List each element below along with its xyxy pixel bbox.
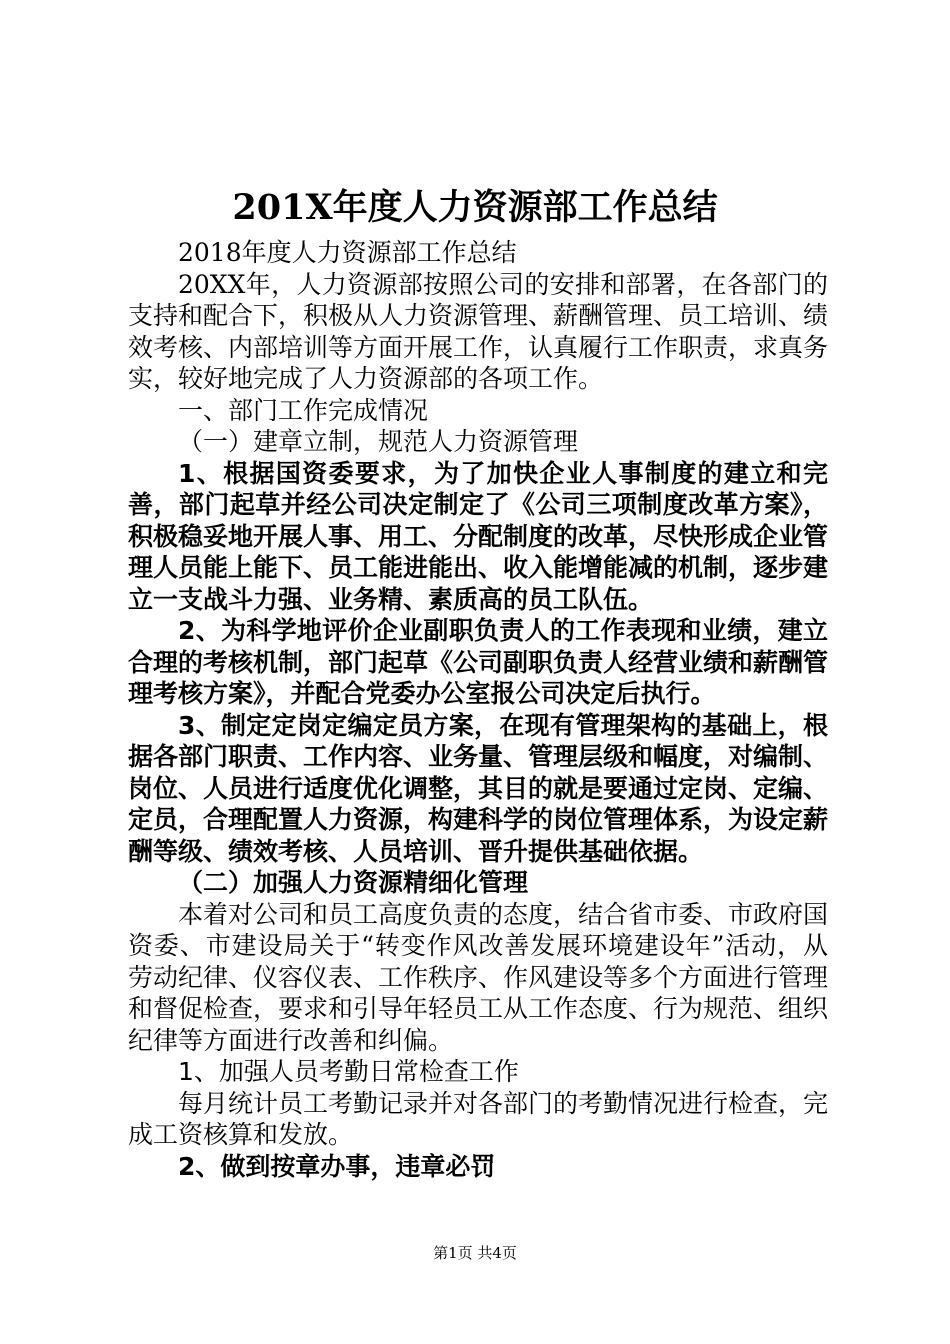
intro-paragraph: 20XX年，人力资源部按照公司的安排和部署，在各部门的支持和配合下，积极从人力资源管理、薪酬管理、员工培训、绩效考核、内部培训等方面开展工作，认真履行工作职责，求真务实，较好地完成了人力资源部的各项工作。 — [128, 269, 829, 393]
body-paragraph: 1、根据国资委要求，为了加快企业人事制度的建立和完善，部门起草并经公司决定制定了《公司三项制度改革方案》，积极稳妥地开展人事、用工、分配制度的改革，尽快形成企业管理人员能上能下、员工能进能出、收入能增能减的机制，逐步建立一支战斗力强、业务精、素质高的员工队伍。 — [128, 458, 829, 614]
item-heading: 1、加强人员考勤日常检查工作 — [178, 1057, 519, 1086]
body-paragraph: 3、制定定岗定编定员方案，在现有管理架构的基础上，根据各部门职责、工作内容、业务量、管理层级和幅度，对编制、岗位、人员进行适度优化调整，其目的就是要通过定岗、定编、定员，合理配置人力资源，构建科学的岗位管理体系，为设定薪酬等级、绩效考核、人员培训、晋升提供基础依据。 — [128, 710, 829, 866]
item-heading: 2、做到按章办事，违章必罚 — [178, 1151, 496, 1181]
section-heading: 一、部门工作完成情况 — [178, 395, 429, 425]
page-footer: 第1页 共4页 — [433, 1244, 517, 1262]
subsection-heading: （一）建章立制，规范人力资源管理 — [178, 427, 579, 456]
body-paragraph: 每月统计员工考勤记录并对各部门的考勤情况进行检查，完成工资核算和发放。 — [128, 1088, 829, 1149]
document-body — [128, 237, 828, 1182]
body-paragraph: 2、为科学地评价企业副职负责人的工作表现和业绩，建立合理的考核机制，部门起草《公司副职负责人经营业绩和薪酬管理考核方案》，并配合党委办公室报公司决定后执行。 — [128, 616, 829, 708]
subtitle-paragraph: 2018年度人力资源部工作总结 — [178, 238, 517, 267]
body-paragraph: 本着对公司和员工高度负责的态度，结合省市委、市政府国资委、市建设局关于“转变作风改善发展环境建设年”活动，从劳动纪律、仪容仪表、工作秩序、作风建设等多个方面进行管理和督促检查，要求和引导年轻员工从工作态度、行为规范、组织纪律等方面进行改善和纠偏。 — [128, 899, 829, 1055]
subsection-heading: （二）加强人力资源精细化管理 — [178, 868, 529, 897]
document-title: 201X年度人力资源部工作总结 — [232, 187, 718, 228]
